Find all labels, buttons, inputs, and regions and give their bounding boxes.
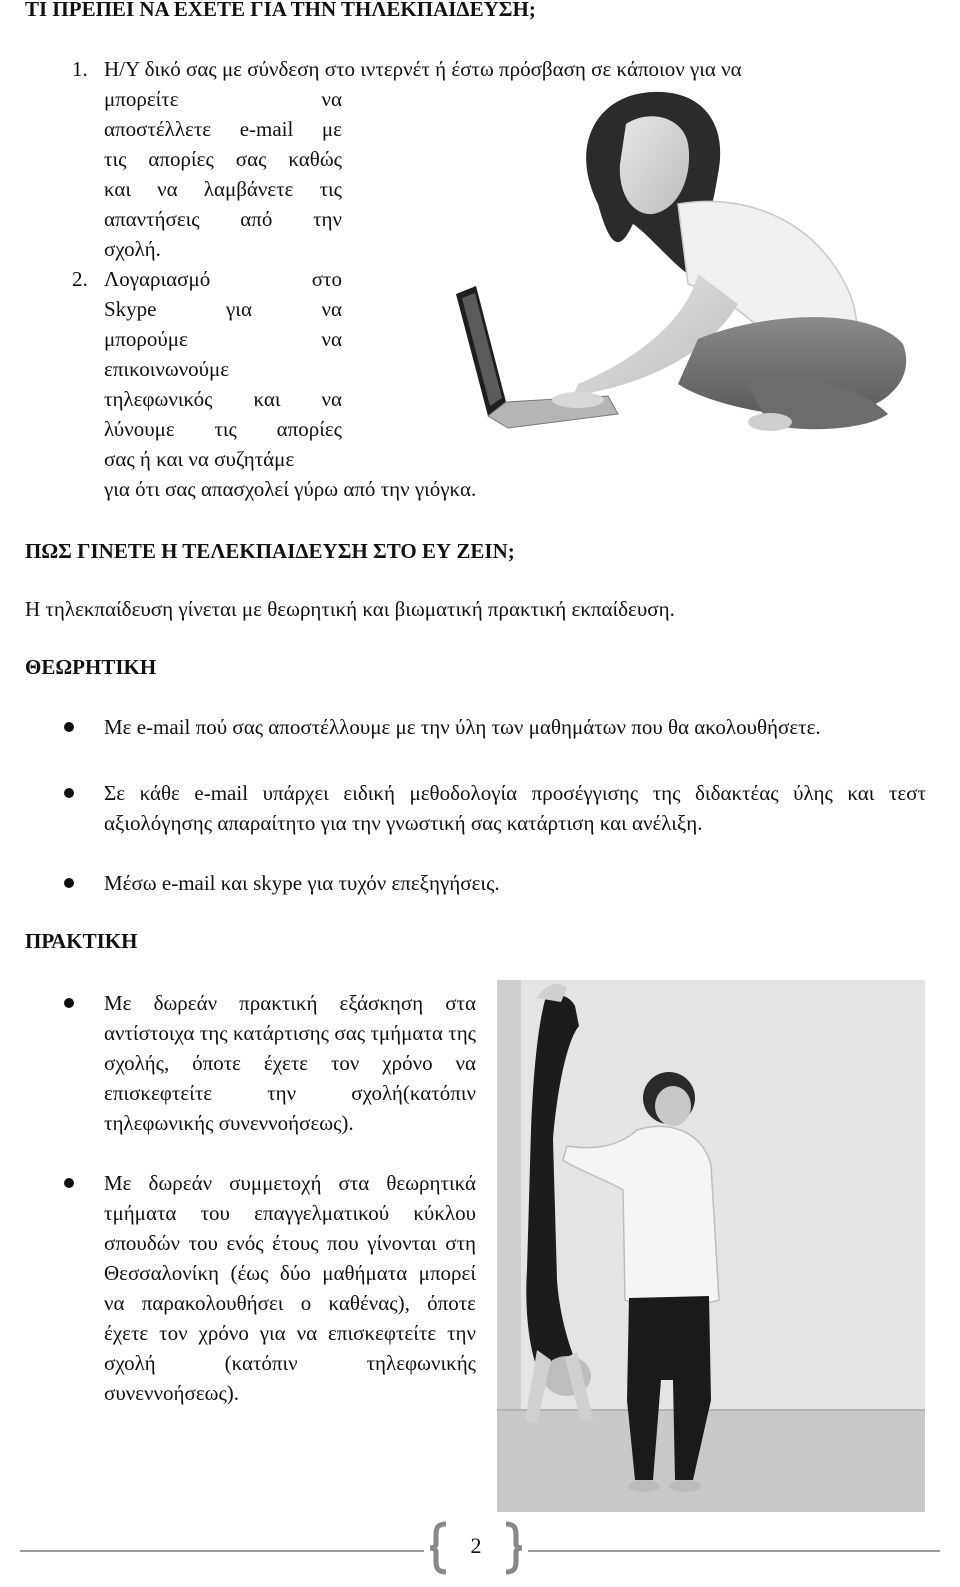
item1-line-2: μπορείτε να [104,87,342,111]
bullet-icon [64,788,74,798]
item2-line-6: λύνουμε τις απορίες [104,417,342,441]
item1-line-5: και να λαμβάνετε τις [104,177,342,201]
item1-line-3: αποστέλλετε e-mail με [104,117,342,141]
bullet-icon [64,1178,74,1188]
theory-heading: ΘΕΩΡΗΤΙΚΗ [25,655,157,679]
page-number: 2 [470,1533,482,1558]
item2-line-8: για ότι σας απασχολεί γύρω από την γιόγκα. [104,477,477,501]
item2-line-2: Skype για να [104,297,342,321]
practice-heading: ΠΡΑΚΤΙΚΗ [25,929,138,953]
practice-bullet-2: Με δωρεάν συμμετοχή στα θεωρητικά τμήματα του επαγγελματικού κύκλου σπουδών του ενός έτους που γίνονται στη Θεσσαλονίκη (έως δύο μαθήματα μπορεί να παρακολουθήσει ο καθένας), όποτε έχετε τον χρόνο για να επισκεφτείτε την σχολή (κατόπιν τηλεφωνικής συνεννοήσεως). [104,1171,476,1405]
item1-line-7: σχολή. [104,237,161,261]
item1-line-4: τις απορίες σας καθώς [104,147,342,171]
bullet-icon [64,722,74,732]
item2-line-3: μπορούμε να [104,327,342,351]
item2-line-5: τηλεφωνικός και να [104,387,342,411]
theory-bullet-2: Σε κάθε e-mail υπάρχει ειδική μεθοδολογία προσέγγισης της διδακτέας ύλης και τεστ αξιολόγησης απαραίτητο για την γνωστική σας κατάρτιση και ανέλιξη. [104,781,926,835]
practice-bullet-1: Με δωρεάν πρακτική εξάσκηση στα αντίστοιχα της κατάρτισης σας τμήματα της σχολής, όποτε έχετε τον χρόνο να επισκεφτείτε την σχολή(κατόπιν τηλεφωνικής συνεννοήσεως). [104,991,476,1135]
footer-rule [20,1550,424,1552]
item1-line-6: απαντήσεις από την [104,207,342,231]
footer-rule-right [528,1550,940,1552]
item2-line-7: σας ή και να συζητάμε [104,447,295,471]
bullet-icon [64,878,74,888]
yoga-handstand-photo [497,980,925,1512]
section-intro-text: Η τηλεκπαίδευση γίνεται με θεωρητική και βιωματική πρακτική εκπαίδευση. [25,597,675,621]
item2-line-1: Λογαριασμό στο [104,267,342,291]
theory-bullet-1: Με e-mail πού σας αποστέλλουμε με την ύλη των μαθημάτων που θα ακολουθήσετε. [104,715,821,739]
section-heading-requirements: ΤΙ ΠΡΕΠΕΙ ΝΑ ΕΧΕΤΕ ΓΙΑ ΤΗΝ ΤΗΛΕΚΠΑΙΔΕΥΣΗ; [25,0,536,21]
item1-line-1: Η/Υ δικό σας με σύνδεση στο ιντερνέτ ή έστω πρόσβαση σε κάποιον για να [104,57,742,81]
bullet-icon [64,998,74,1008]
theory-bullet-3: Μέσω e-mail και skype για τυχόν επεξηγήσεις. [104,871,500,895]
laptop-woman-photo [448,84,912,446]
list-number-1: 1. [72,57,88,81]
section-heading-how: ΠΩΣ ΓΙΝΕΤΕ Η ΤΕΛΕΚΠΑΙΔΕΥΣΗ ΣΤΟ ΕΥ ΖΕΙΝ; [25,539,515,563]
item2-line-4: επικοινωνούμε [104,357,230,381]
list-number-2: 2. [72,267,88,291]
